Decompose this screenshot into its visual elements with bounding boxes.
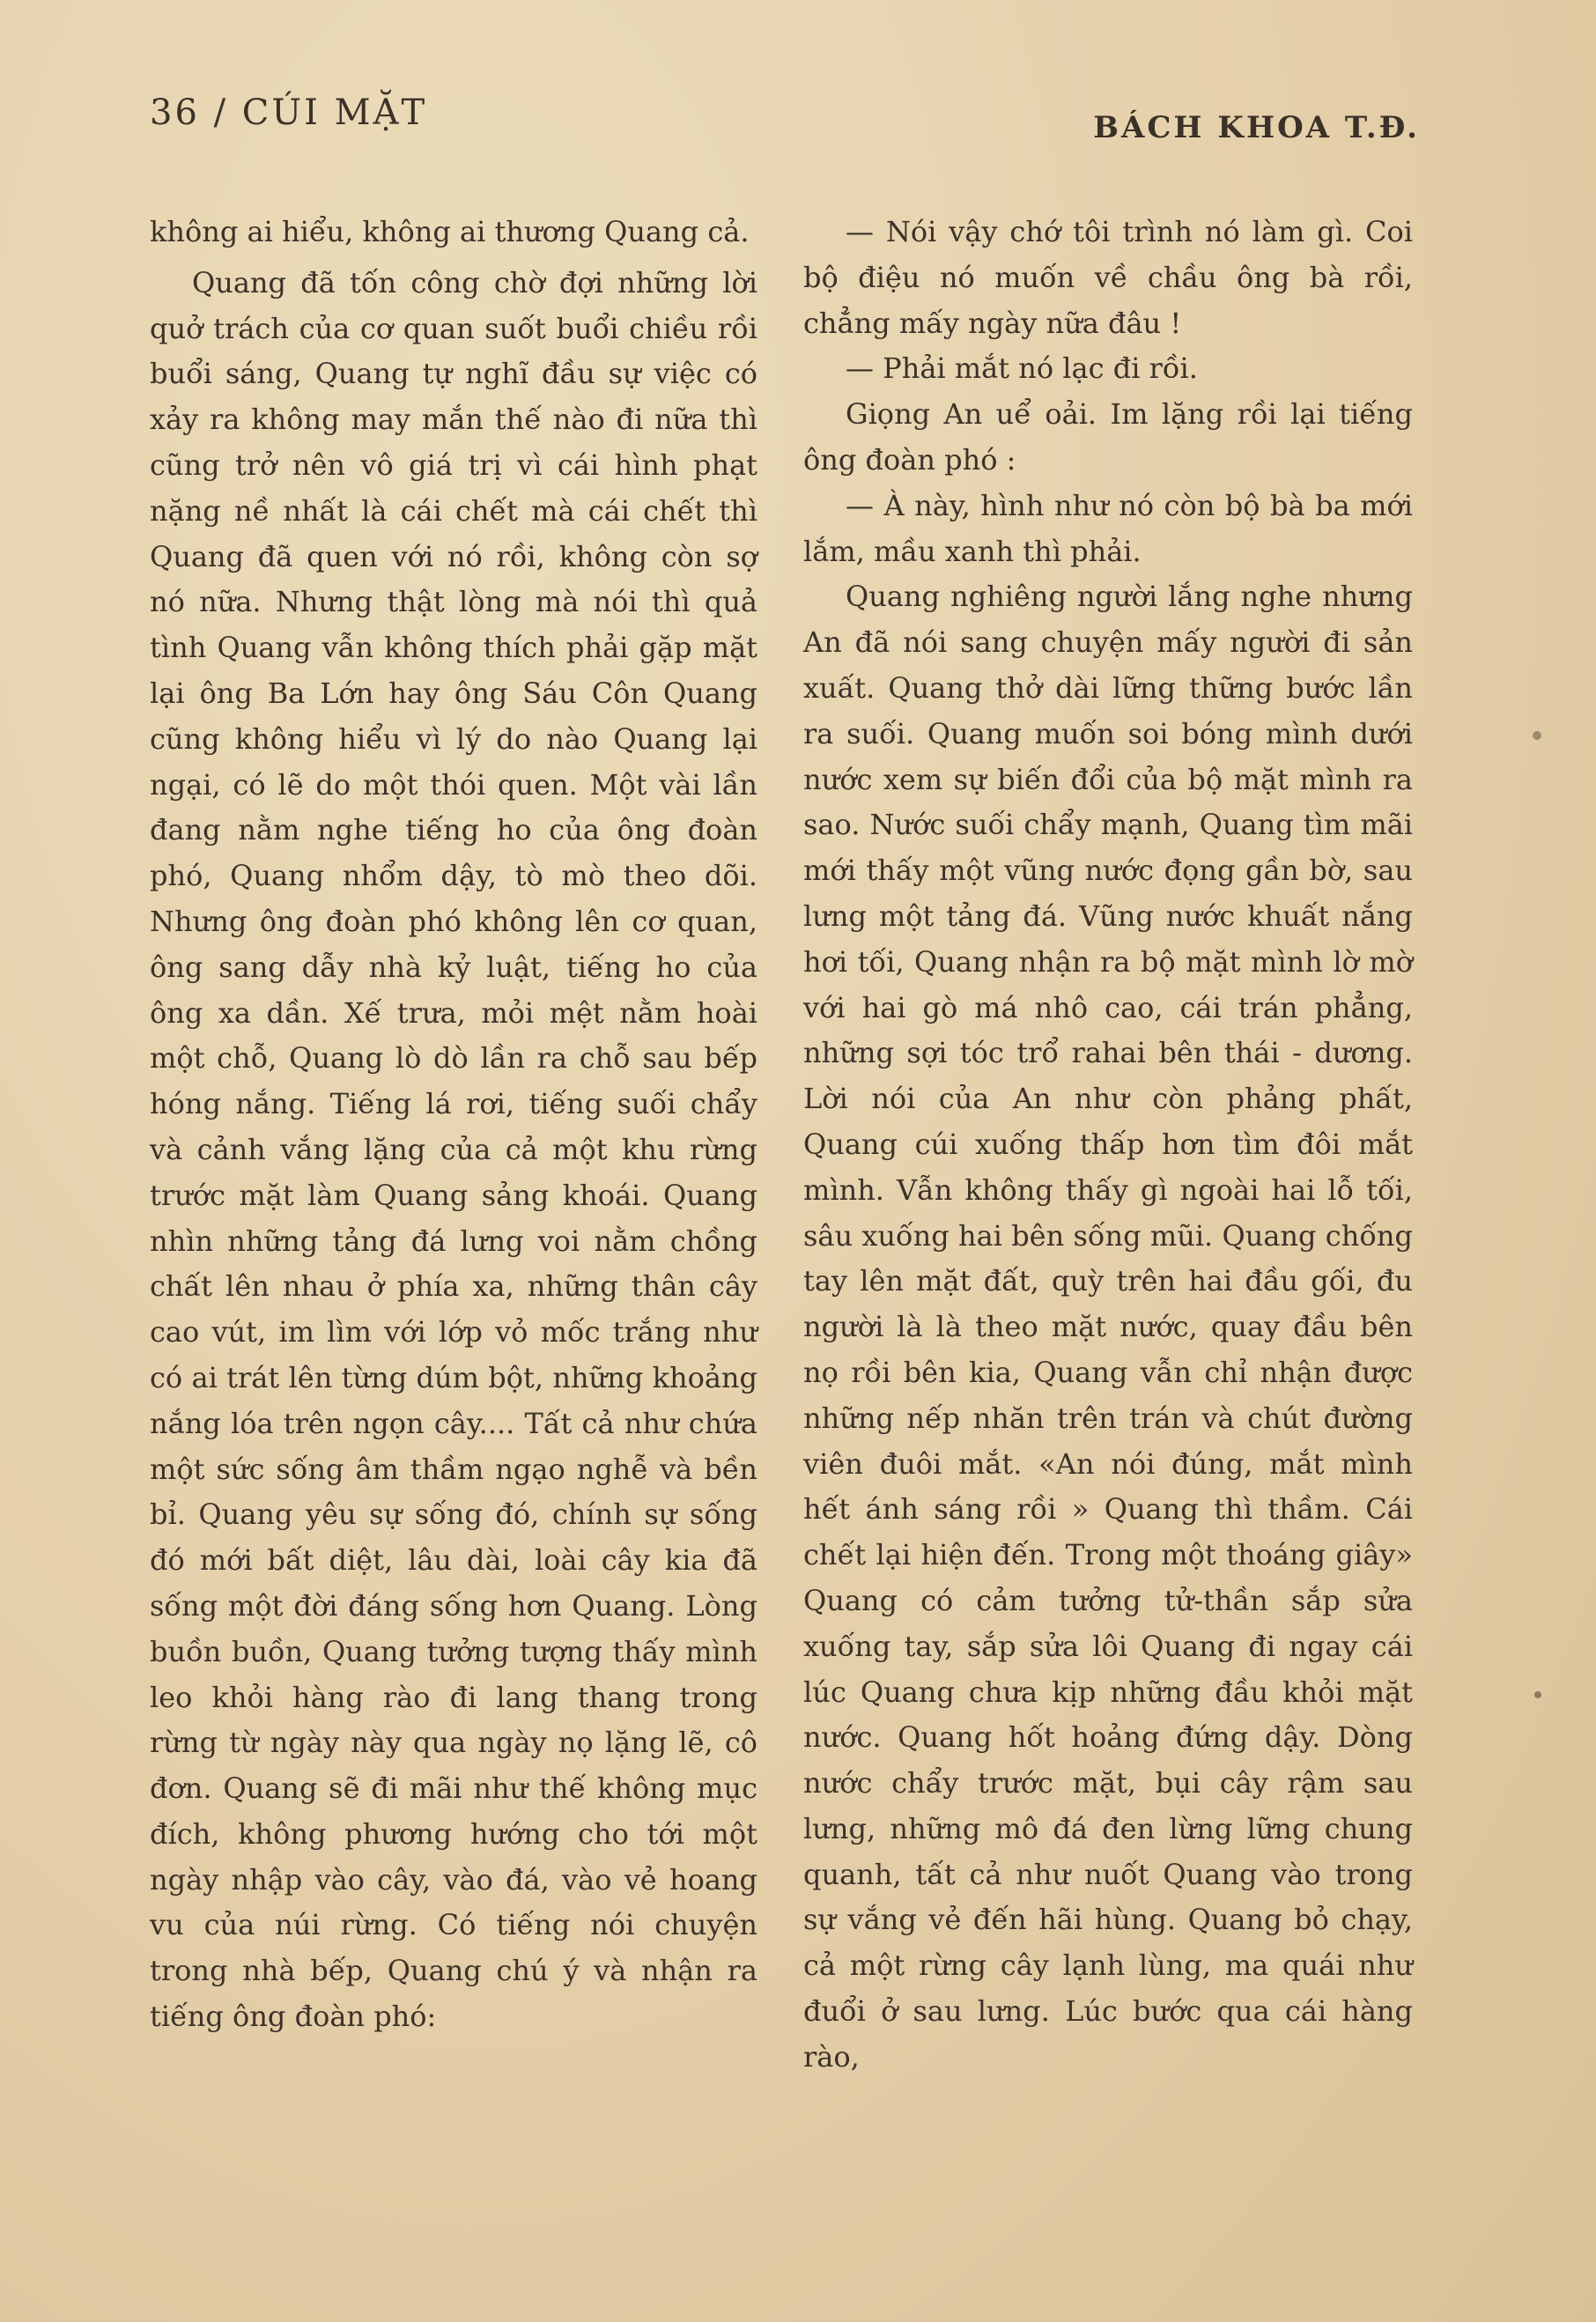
left-text-column <box>150 210 757 2040</box>
paragraph: không ai hiểu, không ai thương Quang cả. <box>150 215 750 248</box>
dialogue-line: — Nói vậy chớ tôi trình nó làm gì. Coi bộ điệu nó muốn về chầu ông bà rồi, chẳng mấy ngày nữa đâu ! <box>803 215 1413 340</box>
magazine-name: BÁCH KHOA T.Đ. <box>1093 110 1420 145</box>
paragraph: Quang nghiêng người lắng nghe nhưng An đã nói sang chuyện mấy người đi sản xuất. Quang thở dài lững thững bước lần ra suối. Quang muốn soi bóng mình dưới nước xem sự biến đổi của bộ mặt mình ra sao. Nước suối chẩy mạnh, Quang tìm mãi mới thấy một vũng nước đọng gần bờ, sau lưng một tảng đá. Vũng nước khuất nắng hơi tối, Quang nhận ra bộ mặt mình lờ mờ với hai gò má nhô cao, cái trán phẳng, những sợi tóc trổ rahai bên thái - dương. Lời nói của An như còn phảng phất, Quang cúi xuống thấp hơn tìm đôi mắt mình. Vẫn không thấy gì ngoài hai lỗ tối, sâu xuống hai bên sống mũi. Quang chống tay lên mặt đất, quỳ trên hai đầu gối, đu người là là theo mặt nước, quay đầu bên nọ rồi bên kia, Quang vẫn chỉ nhận được những nếp nhăn trên trán và chút đường viên đuôi mắt. «An nói đúng, mắt mình hết ánh sáng rồi » Quang thì thầm. Cái chết lại hiện đến. Trong một thoáng giây» Quang có cảm tưởng tử-thần sắp sửa xuống tay, sắp sửa lôi Quang đi ngay cái lúc Quang chưa kịp những đầu khỏi mặt nước. Quang hốt hoảng đứng dậy. Dòng nước chẩy trước mặt, bụi cây rậm sau lưng, những mô đá đen lừng lững chung quanh, tất cả như nuốt Quang vào trong sự vắng vẻ đến hãi hùng. Quang bỏ chạy, cả một rừng cây lạnh lùng, ma quái như đuổi ở sau lưng. Lúc bước qua cái hàng rào, <box>803 580 1413 2074</box>
page-number-and-title: 36 / CÚI MẶT <box>150 92 428 133</box>
right-text-column <box>803 210 1413 2081</box>
dialogue-line: — À này, hình như nó còn bộ bà ba mới lắm, mầu xanh thì phải. <box>803 488 1413 568</box>
dialogue-line: — Phải mắt nó lạc đi rồi. <box>846 351 1198 386</box>
paragraph: Quang đã tốn công chờ đợi những lời quở trách của cơ quan suốt buổi chiều rồi buổi sáng, Quang tự nghĩ đầu sự việc có xảy ra không may mắn thế nào đi nữa thì cũng trở nên vô giá trị vì cái hình phạt nặng nề nhất là cái chết mà cái chết thì Quang đã quen với nó rồi, không còn sợ nó nữa. Nhưng thật lòng mà nói thì quả tình Quang vẫn không thích phải gặp mặt lại ông Ba Lớn hay ông Sáu Côn Quang cũng không hiểu vì lý do nào Quang lại ngại, có lẽ do một thói quen. Một vài lần đang nằm nghe tiếng ho của ông đoàn phó, Quang nhổm dậy, tò mò theo dõi. Nhưng ông đoàn phó không lên cơ quan, ông sang dẫy nhà kỷ luật, tiếng ho của ông xa dần. Xế trưa, mỏi mệt nằm hoài một chỗ, Quang lò dò lần ra chỗ sau bếp hóng nắng. Tiếng lá rơi, tiếng suối chẩy và cảnh vắng lặng của cả một khu rừng trước mặt làm Quang sảng khoái. Quang nhìn những tảng đá lưng voi nằm chồng chất lên nhau ở phía xa, những thân cây cao vút, im lìm với lớp vỏ mốc trắng như có ai trát lên từng dúm bột, những khoảng nắng lóa trên ngọn cây.... Tất cả như chứa một sức sống âm thầm ngạo nghễ và bền bỉ. Quang yêu sự sống đó, chính sự sống đó mới bất diệt, lâu dài, loài cây kia đã sống một đời đáng sống hơn Quang. Lòng buồn buồn, Quang tưởng tượng thấy mình leo khỏi hàng rào đi lang thang trong rừng từ ngày này qua ngày nọ lặng lẽ, cô đơn. Quang sẽ đi mãi như thế không mục đích, không phương hướng cho tới một ngày nhập vào cây, vào đá, vào vẻ hoang vu của núi rừng. Có tiếng nói chuyện trong nhà bếp, Quang chú ý và nhận ra tiếng ông đoàn phó: <box>150 265 757 2034</box>
page-header <box>150 84 1420 154</box>
paper-stain <box>1534 1691 1541 1698</box>
paper-stain <box>1533 731 1541 740</box>
paragraph: Giọng An uể oải. Im lặng rồi lại tiếng ông đoàn phó : <box>803 397 1413 477</box>
